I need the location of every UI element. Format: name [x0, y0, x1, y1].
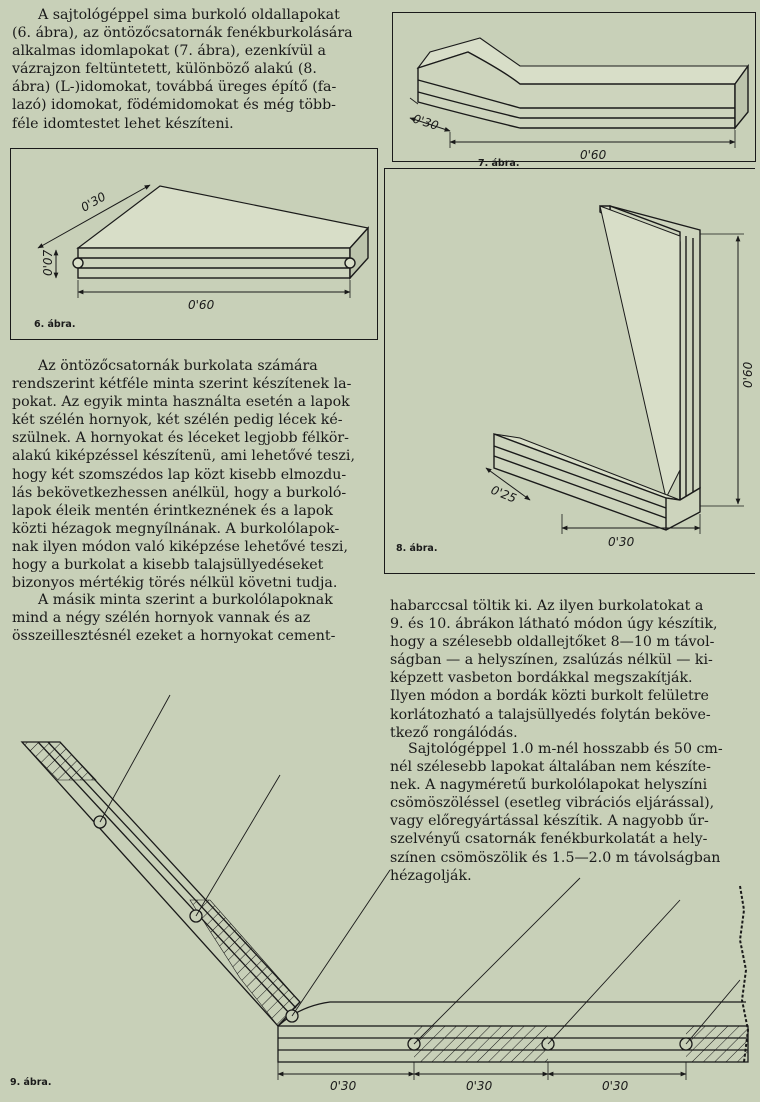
figure-8-height-label: 0'60	[741, 361, 755, 388]
paragraph-intro: A sajtológéppel sima burkoló oldallapokat (6. ábra), az öntözőcsatornák fenékburkolására alkalmas idomlapokat (7. ábra), ezenkívül a vázrajzon feltüntetett, különböző alakú (8. ábra) (L-)idomokat, továbbá üreges építő (fa- lazó) idomokat, födémidomokat és még több- féle idomtestet lehet készíteni.	[12, 7, 353, 132]
figure-6-depth-label: 0'30	[78, 189, 109, 215]
figure-9-dim-label-2: 0'30	[466, 1079, 493, 1093]
figure-9-dim-label-1: 0'30	[330, 1079, 357, 1093]
figure-8-base-label: 0'30	[608, 535, 635, 549]
paragraph-ribs: habarccsal töltik ki. Az ilyen burkolatokat a 9. és 10. ábrákon látható módon úgy készítik, hogy a szélesebb oldallejtőket 8—10 m távol- ságban — a helyszínen, zsalúzás nélkül — ki- képzett vasbeton bordákkal megszakítják. Ilyen módon a bordák közti burkolt felületre korlátozható a talajsüllyedés folytán beköve- tkező rongálódás.	[390, 598, 718, 741]
figure-6-thickness-label: 0'07	[41, 249, 55, 276]
figure-7-width-label: 0'60	[580, 148, 607, 162]
paragraph-grooves: A másik minta szerint a burkolólapoknak mind a négy szélén hornyok vannak és az összeillesztésnél ezeket a hornyokat cement-	[12, 592, 336, 645]
figure-7-depth-label: 0'30	[411, 111, 441, 133]
figure-6-width-label: 0'60	[188, 298, 215, 312]
figure-7-caption: 7. ábra.	[478, 158, 520, 169]
paragraph-two-patterns: Az öntözőcsatornák burkolata számára rendszerint kétféle minta szerint készítenek la- pokat. Az egyik minta használta esetén a lapok két szélén hornyok, két szélén pedig lécek ké- szülnek. A hornyokat és léceket legjobb félkör- alakú kiképzéssel készítenü, ami lehetővé teszi, hogy két szomszédos lap közt kisebb elmozdu- lás bekövetkezhessen anélkül, hogy a burkoló- lapok éleik mentén érintkeznének és a lapok közti hézagok megnyílnának. A burkolólapok- nak ilyen módon való kiképzése lehetővé teszi, hogy a burkolat a kisebb talajsüllyedéseket bizonyos mértékig törés nélkül követni tudja.	[12, 358, 355, 592]
figure-9-section-drawing	[22, 695, 748, 1080]
figure-7-slab-drawing	[410, 38, 748, 148]
paragraph-large-slabs: Sajtológéppel 1.0 m-nél hosszabb és 50 cm- nél szélesebb lapokat általában nem készíte- nek. A nagyméretű burkolólapokat helyszíni csömöszöléssel (esetleg vibrációs eljárással), vagy előregyártással készítik. A nagyobb űr- szelvényű csatornák fenékburkolatát a hely- színen csömöszölik és 1.5—2.0 m távolságban hézagolják.	[390, 741, 723, 884]
figure-8-l-element-drawing	[486, 206, 744, 534]
figure-6-caption: 6. ábra.	[34, 319, 76, 330]
figure-9-caption: 9. ábra.	[10, 1077, 52, 1088]
figure-8-depth-label: 0'25	[488, 482, 519, 506]
figure-8-caption: 8. ábra.	[396, 543, 438, 554]
figure-9-dim-label-3: 0'30	[602, 1079, 629, 1093]
